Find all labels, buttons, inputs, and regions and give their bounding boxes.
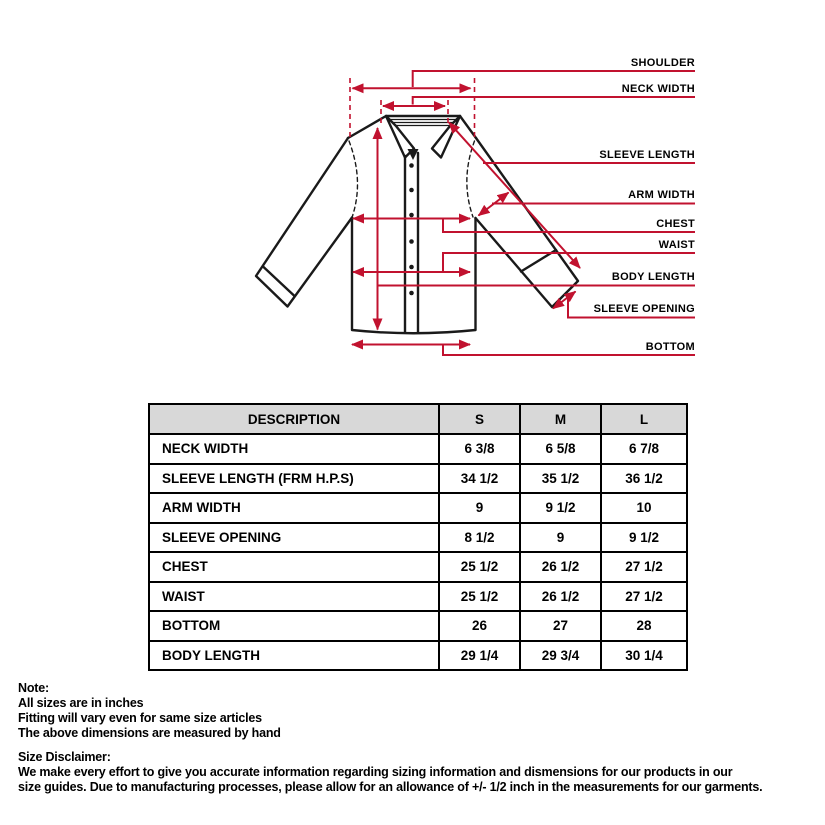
row-value-l: 36 1/2 [601,464,687,494]
label-sleeve-opening: SLEEVE OPENING [593,303,695,315]
row-value-s: 34 1/2 [439,464,520,494]
note-title: Note: [18,681,49,695]
table-row [149,434,687,464]
label-bottom: BOTTOM [645,341,695,353]
shirt-measurement-diagram [0,0,825,390]
row-value-l: 10 [601,493,687,523]
row-value-m: 26 1/2 [520,552,601,582]
disclaimer-line: We make every effort to give you accurate information regarding sizing information and dismensions for our products in our [18,765,733,779]
header-size-l: L [601,404,687,434]
row-value-s: 25 1/2 [439,552,520,582]
table-row [149,523,687,553]
row-value-m: 9 1/2 [520,493,601,523]
row-description: BOTTOM [149,611,439,641]
label-waist: WAIST [658,239,695,251]
note-line: All sizes are in inches [18,696,144,710]
label-chest: CHEST [656,218,695,230]
row-description: BODY LENGTH [149,641,439,671]
header-size-m: M [520,404,601,434]
header-description: DESCRIPTION [149,404,439,434]
label-neck-width: NECK WIDTH [621,83,695,95]
row-value-m: 35 1/2 [520,464,601,494]
row-description: WAIST [149,582,439,612]
table-row [149,493,687,523]
bottom-measure [352,345,695,356]
row-value-s: 8 1/2 [439,523,520,553]
table-row [149,464,687,494]
row-value-m: 29 3/4 [520,641,601,671]
header-size-s: S [439,404,520,434]
label-arm-width: ARM WIDTH [628,189,695,201]
row-value-l: 9 1/2 [601,523,687,553]
row-value-s: 26 [439,611,520,641]
size-disclaimer-section [18,750,762,795]
row-value-m: 9 [520,523,601,553]
neck-width-measure [383,97,695,106]
table-row [149,582,687,612]
label-sleeve-length: SLEEVE LENGTH [599,149,695,161]
size-table-body [149,434,687,670]
row-value-s: 29 1/4 [439,641,520,671]
shirt-outline [256,116,578,333]
buttons [409,163,414,295]
table-row [149,552,687,582]
row-description: CHEST [149,552,439,582]
disclaimer-line: size guides. Due to manufacturing processes, please allow for an allowance of +/- 1/2 inch in the measurements for our garments. [18,780,763,794]
table-header-row [149,404,687,434]
row-description: ARM WIDTH [149,493,439,523]
row-value-s: 25 1/2 [439,582,520,612]
row-value-m: 6 5/8 [520,434,601,464]
label-body-length: BODY LENGTH [611,271,695,283]
note-line: The above dimensions are measured by hand [18,726,281,740]
row-description: SLEEVE OPENING [149,523,439,553]
row-value-m: 26 1/2 [520,582,601,612]
row-value-s: 9 [439,493,520,523]
disclaimer-title: Size Disclaimer: [18,750,111,764]
row-value-l: 28 [601,611,687,641]
size-table [148,403,688,671]
row-value-l: 27 1/2 [601,552,687,582]
row-value-m: 27 [520,611,601,641]
table-row [149,641,687,671]
row-value-l: 6 7/8 [601,434,687,464]
note-line: Fitting will vary even for same size articles [18,711,262,725]
table-row [149,611,687,641]
row-value-l: 27 1/2 [601,582,687,612]
row-value-l: 30 1/4 [601,641,687,671]
row-value-s: 6 3/8 [439,434,520,464]
note-section [18,681,281,741]
row-description: SLEEVE LENGTH (FRM H.P.S) [149,464,439,494]
label-shoulder: SHOULDER [630,57,695,69]
row-description: NECK WIDTH [149,434,439,464]
